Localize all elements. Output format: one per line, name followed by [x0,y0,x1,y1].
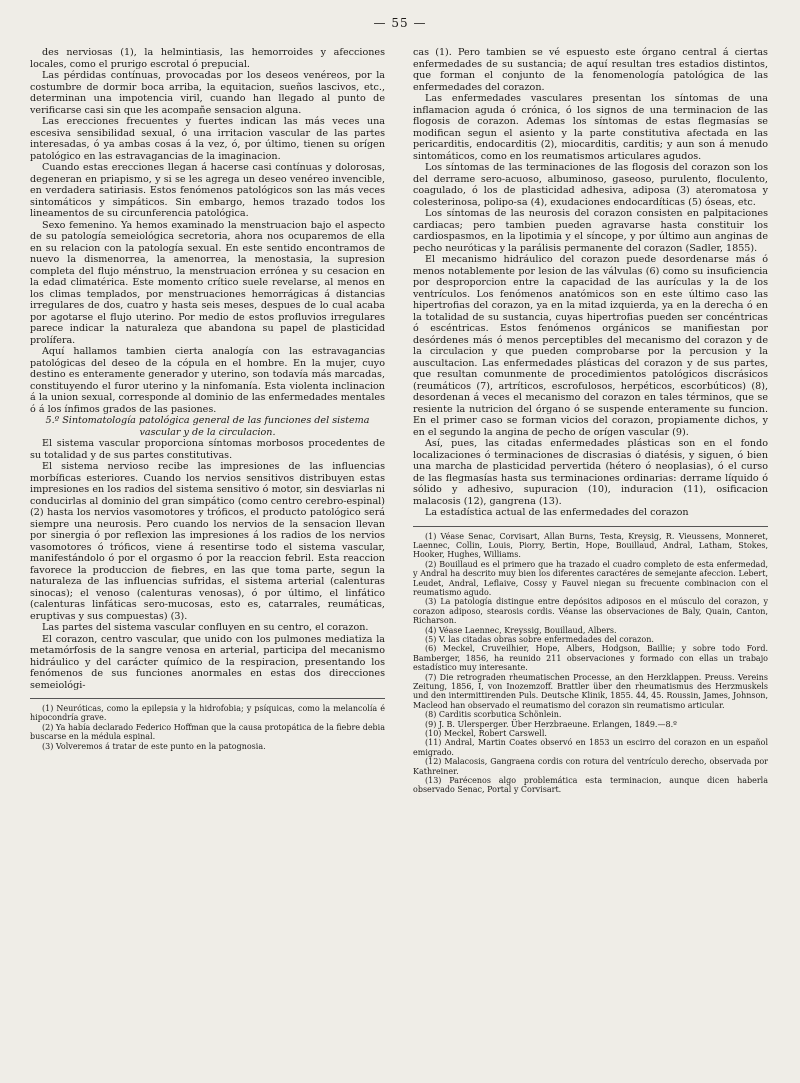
footnote-divider [413,526,768,527]
footnote: (4) Véase Laennec, Kreyssig, Bouillaud, Albers. [425,625,617,635]
section-title: 5.º Sintomatología patológica general de las funciones del sistema vascular y de la circulacion. [45,415,370,438]
footnote: (12) Malacosis, Gangraena cordis con rotura del ventrículo derecho, observada por Kathreiner. [413,757,768,776]
left-paragraph: Las pérdidas contínuas, provocadas por los deseos venéreos, por la costumbre de dormir boca arriba, la equitacion, sueños lascivos, etc., determinan una impotencia viril, cuando han llegado al punto de verificarse casi sin que les acompañe sensacion alguna. [30,70,385,116]
right-paragraph: Los síntomas de las neurosis del corazon consisten en palpitaciones cardiacas; pero tambien pueden agravarse hasta constituir los cardiospasmos, en la lipotimia y el síncope, y por último aun anginas de pecho neuróticas y la parálisis permanente del corazon (Sadler, 1855). [413,208,768,254]
right-paragraph: El mecanismo hidráulico del corazon puede desordenarse más ó menos notablemente por lesion de las válvulas (6) como su insuficiencia por desproporcion entre la capacidad de las aurículas y la de los ventrículos. Los fenómenos anatómicos son en este último caso las hipertrofias del corazon, ya en la mitad izquierda, ya en la derecha ó en la totalidad de su sustancia, cuyas hipertrofias pueden ser concéntricas ó escéntricas. Estos fenómenos orgánicos se manifiestan por desórdenes más ó menos perceptibles del mecanismo del corazon y de la circulacion y que pueden comprobarse por la percusion y la auscultacion. Las enfermedades plásticas del corazon y de sus partes, que resultan comunmente de procedimientos patológicos discrásicos (reumáticos (7), artríticos, escrofulosos, herpéticos, escorbúticos) (8), desordenan á veces el mecanismo del corazon en tales términos, que se resiente la nutricion del órgano ó se suspende enteramente su funcion. En el primer caso se forman vicios del corazon, propiamente dichos, y en el segundo la angina de pecho de orígen vascular (9). [413,254,768,438]
left-paragraph: Cuando estas erecciones llegan á hacerse casi contínuas y dolorosas, degeneran en priapismo, y si se les agrega un deseo venéreo invencible, en verdadera satiriasis. Estos fenómenos patológicos son las más veces sintomáticos y simpáticos. Sin embargo, hemos trazado todos los lineamentos de su circunferencia patológica. [30,162,385,219]
footnote: (1) Véase Senac, Corvisart, Allan Burns, Testa, Kreysig, R. Vieussens, Monneret, Laennec, Collin, Louis, Piorry, Bertin, Hope, Bouillaud, Andral, Latham, Stokes, Hooker, Hughes, Williams. [413,531,768,560]
footnote: (2) Bouillaud es el primero que ha trazado el cuadro completo de esta enfermedad, y Andral ha descrito muy bien los diferentes caractéres de semejante afeccion. Lebert, Leudet, Andral, Leflaive, Cossy y Fauvel niegan su frecuente combinacion con el reumatismo agudo. [413,559,768,597]
page-number: — 55 — [373,16,427,30]
footnote: (7) Die retrograden rheumatischen Processe, an den Herzklappen. Preuss. Vereins Zeitung, 1856, I, von Inozemzoff. Brattler über den rheumatismus des Herzmuskels und den intermittirenden Puls. Deutsche Klinik, 1855. 44, 45. Roussin, James, Johnson, Macleod han observado el reumatismo del corazon sin reumatismo articular. [413,672,768,710]
footnote: (5) V. las citadas obras sobre enfermedades del corazon. [425,634,654,644]
footnote: (2) Ya había declarado Federico Hoffman que la causa protopática de la fiebre debia buscarse en la médula espinal. [30,722,385,742]
left-footnotes [30,704,385,751]
right-paragraph: Así, pues, las citadas enfermedades plásticas son en el fondo localizaciones ó terminaciones de discrasias ó diatésis, y siguen, ó bien una marcha de plasticidad pervertida (hétero ó neoplasias), ó el curso de las flegmasías hasta sus terminaciones ordinarias: derrame líquido ó sólido y adhesivo, supuracion (10), induracion (11), osificacion malacosis (12), gangrena (13). [413,438,768,507]
left-paragraph: El sistema vascular proporciona síntomas morbosos procedentes de su totalidad y de sus partes constitutivas. [30,438,385,461]
footnote: (3) La patología distingue entre depósitos adiposos en el músculo del corazon, y corazon adiposo, stearosis cordis. Véanse las observaciones de Baly, Quain, Canton, Richarson. [413,597,768,626]
right-paragraph: cas (1). Pero tambien se vé espuesto este órgano central á ciertas enfermedades de su sustancia; de aquí resultan tres estadios distintos, que forman el conjunto de la fenomenología patológica de las enfermedades del corazon. [413,47,768,93]
left-paragraph: El sistema nervioso recibe las impresiones de las influencias morbíficas esteriores. Cuando los nervios sensitivos distribuyen estas impresiones en los radios del sistema sensitivo ó motor, sin desviarlas ni conducirlas al dominio del gran simpático (como centro cerebro-espinal) (2) hasta los nervios vasomotores y tróficos, el producto patológico será siempre una neurosis. Pero cuando los nervios de la sensacion llevan por sinergia ó por reflexion las impresiones á los radios de los nervios vasomotores ó tróficos, viene á resentirse todo el sistema vascular, manifestándolo ó por el orgasmo ó por la reaccion febril. Esta reaccion favorece la produccion de fiebres, en las que toma parte, segun la naturaleza de las influencias sufridas, el sistema arterial (calenturas sinocas); el venoso (calenturas venosas), ó por último, el linfático (calenturas linfáticas sero-mucosas, esto es, catarrales, reumáticas, eruptivas y sus compuestas) (3). [30,461,385,622]
footnote: (9) J. B. Ulersperger. Über Herzbraeune. Erlangen, 1849.—8.º [425,719,677,729]
left-paragraph: Sexo femenino. Ya hemos examinado la menstruacion bajo el aspecto de su patología semeiológica secretoria, ahora nos ocuparemos de ella en su relacion con la patología sexual. En este sentido encontramos de nuevo la dismenorrea, la amenorrea, la menostasia, la supresion completa del flujo ménstruo, la menstruacion errónea y su cesacion en la edad climatérica. Este momento crítico suele revelarse, al menos en los climas templados, por menstruaciones hemorrágicas á distancias irregulares de dos, cuatro y hasta seis meses, despues de lo cual acaba por agotarse el flujo uterino. Por medio de estos profluvios irregulares parece indicar la naturaleza que abandona su papel de plasticidad prolífera. [30,219,385,346]
footnote: (3) Volveremos á tratar de este punto en la patognosia. [42,741,266,751]
left-paragraph: Las erecciones frecuentes y fuertes indican las más veces una escesiva sensibilidad sexual, ó una irritacion vascular de las partes interesadas, ó ya ambas cosas á la vez, ó, por último, tienen su orígen patológico en las estravagancias de la imaginacion. [30,116,385,162]
left-paragraph: Aquí hallamos tambien cierta analogía con las estravagancias patológicas del deseo de la cópula en el hombre. En la mujer, cuyo destino es enteramente generador y uterino, son todavía más marcadas, constituyendo el furor uterino y la ninfomanía. Esta violenta inclinacion á la union sexual, corresponde al dominio de las enfermedades mentales ó á los ínfimos grados de las pasiones. [30,346,385,415]
right-column [413,47,768,1072]
right-footnotes [413,532,768,795]
left-column [30,47,385,1072]
right-paragraph: La estadística actual de las enfermedades del corazon [425,507,689,518]
footnote: (8) Carditis scorbutica Schönlein. [425,710,562,720]
footnote-divider [30,698,385,699]
footnote: (13) Parécenos algo problemática esta terminacion, aunque dicen haberla observado Senac, Portal y Corvisart. [413,776,768,795]
right-paragraph: Los síntomas de las terminaciones de las flogosis del corazon son los del derrame sero-acuoso, albuminoso, gaseoso, purulento, floculento, coagulado, ó los de plasticidad adhesiva, adiposa (3) ateromatosa y colesterinosa, polipo-sa (4), exudaciones endocardíticas (5) óseas, etc. [413,162,768,208]
footnote: (10) Meckel, Robert Carswell. [425,729,547,739]
left-paragraph: des nerviosas (1), la helmintiasis, las hemorroides y afecciones locales, como el prurigo escrotal ó prepucial. [30,47,385,70]
footnote: (1) Neuróticas, como la epilepsia y la hidrofobia; y psíquicas, como la melancolía é hipocondría grave. [30,704,385,723]
left-paragraph: Las partes del sistema vascular confluyen en su centro, el corazon. [42,622,369,633]
footnote: (11) Andral, Martin Coates observó en 1853 un escirro del corazon en un español emigrado. [413,738,768,757]
footnote: (6) Meckel, Cruveilhier, Hope, Albers, Hodgson, Baillie; y sobre todo Ford. Bamberger, 1856, ha reunido 211 observaciones y formado con ellas un trabajo estadístico muy interesante. [413,644,768,673]
left-paragraph: El corazon, centro vascular, que unido con los pulmones mediatiza la metamórfosis de la sangre venosa en arterial, participa del mecanismo hidráulico y del carácter químico de la respiracion, presentando los fenómenos de sus funciones anormales en estas dos direcciones semeiológi- [30,633,385,691]
right-paragraph: Las enfermedades vasculares presentan los síntomas de una inflamacion aguda ó crónica, ó los signos de una terminacion de las flogosis de corazon. Ademas los síntomas de estas flegmasías se modifican segun el asiento y la parte constitutiva afectada en las pericarditis, endocarditis (2), miocarditis, carditis; y aun son á menudo sintomáticos, como en los reumatismos articulares agudos. [413,93,768,162]
